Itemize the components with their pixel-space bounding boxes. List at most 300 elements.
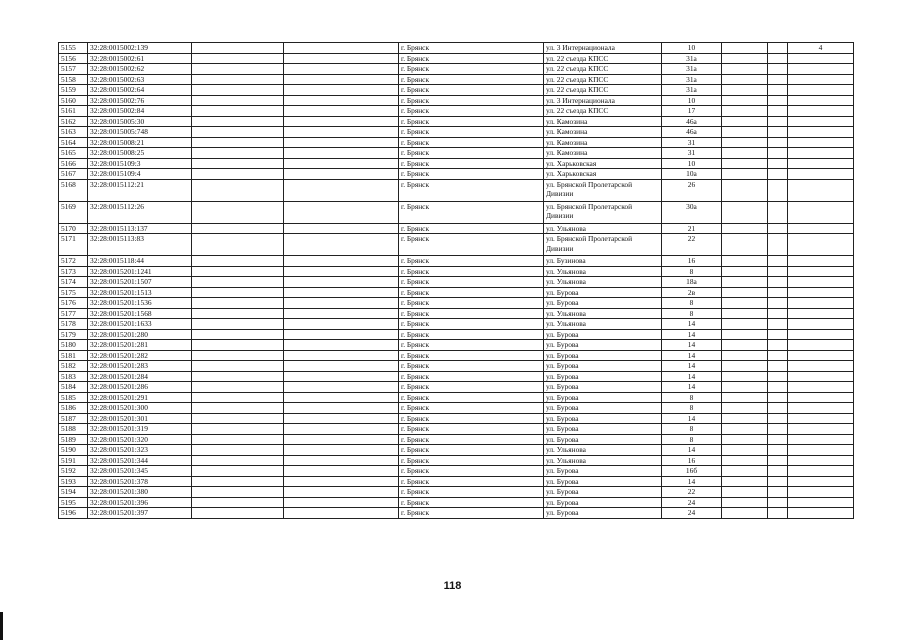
city-cell: г. Брянск xyxy=(399,169,544,180)
empty-cell xyxy=(768,403,788,414)
table-row xyxy=(59,179,854,201)
cadastral-number-cell: 32:28:0015201:1513 xyxy=(88,287,192,298)
street-cell: ул. Ульянова xyxy=(544,308,662,319)
empty-cell xyxy=(768,497,788,508)
house-number-cell: 14 xyxy=(662,382,722,393)
cadastral-number-cell: 32:28:0015201:396 xyxy=(88,497,192,508)
row-number-cell: 5160 xyxy=(59,95,88,106)
empty-cell xyxy=(768,371,788,382)
cadastral-number-cell: 32:28:0015008:21 xyxy=(88,137,192,148)
street-cell: ул. Камозина xyxy=(544,116,662,127)
empty-cell xyxy=(768,137,788,148)
row-number-cell: 5170 xyxy=(59,223,88,234)
scan-edge-mark xyxy=(0,612,3,640)
empty-cell xyxy=(768,74,788,85)
empty-cell xyxy=(768,382,788,393)
cadastral-number-cell: 32:28:0015113:83 xyxy=(88,234,192,256)
empty-cell xyxy=(192,256,284,267)
empty-cell xyxy=(284,127,399,138)
house-number-cell: 2в xyxy=(662,287,722,298)
cadastral-number-cell: 32:28:0015201:397 xyxy=(88,508,192,519)
empty-cell xyxy=(192,106,284,117)
empty-cell xyxy=(284,85,399,96)
empty-cell xyxy=(192,497,284,508)
extra-value-cell xyxy=(788,308,854,319)
table-row xyxy=(59,434,854,445)
empty-cell xyxy=(768,106,788,117)
empty-cell xyxy=(722,158,768,169)
house-number-cell: 46а xyxy=(662,127,722,138)
empty-cell xyxy=(192,148,284,159)
house-number-cell: 14 xyxy=(662,350,722,361)
empty-cell xyxy=(192,350,284,361)
extra-value-cell xyxy=(788,413,854,424)
street-cell: ул. Бурова xyxy=(544,371,662,382)
empty-cell xyxy=(284,256,399,267)
house-number-cell: 31 xyxy=(662,137,722,148)
cadastral-number-cell: 32:28:0015002:63 xyxy=(88,74,192,85)
table-row xyxy=(59,497,854,508)
extra-value-cell xyxy=(788,266,854,277)
city-cell: г. Брянск xyxy=(399,234,544,256)
empty-cell xyxy=(768,434,788,445)
empty-cell xyxy=(284,158,399,169)
city-cell: г. Брянск xyxy=(399,361,544,372)
table-row xyxy=(59,308,854,319)
empty-cell xyxy=(192,85,284,96)
street-cell: ул. Бурова xyxy=(544,434,662,445)
row-number-cell: 5161 xyxy=(59,106,88,117)
row-number-cell: 5175 xyxy=(59,287,88,298)
empty-cell xyxy=(722,137,768,148)
empty-cell xyxy=(192,508,284,519)
table-row xyxy=(59,116,854,127)
extra-value-cell xyxy=(788,476,854,487)
cadastral-number-cell: 32:28:0015002:61 xyxy=(88,53,192,64)
city-cell: г. Брянск xyxy=(399,371,544,382)
empty-cell xyxy=(192,169,284,180)
empty-cell xyxy=(284,53,399,64)
city-cell: г. Брянск xyxy=(399,445,544,456)
street-cell: ул. 22 съезда КПСС xyxy=(544,64,662,75)
table-row xyxy=(59,340,854,351)
house-number-cell: 16 xyxy=(662,455,722,466)
house-number-cell: 14 xyxy=(662,340,722,351)
extra-value-cell xyxy=(788,74,854,85)
house-number-cell: 18а xyxy=(662,277,722,288)
row-number-cell: 5181 xyxy=(59,350,88,361)
cadastral-number-cell: 32:28:0015002:76 xyxy=(88,95,192,106)
empty-cell xyxy=(722,329,768,340)
empty-cell xyxy=(284,169,399,180)
empty-cell xyxy=(722,497,768,508)
row-number-cell: 5193 xyxy=(59,476,88,487)
row-number-cell: 5195 xyxy=(59,497,88,508)
city-cell: г. Брянск xyxy=(399,64,544,75)
empty-cell xyxy=(192,137,284,148)
street-cell: ул. Харьковская xyxy=(544,169,662,180)
empty-cell xyxy=(192,95,284,106)
house-number-cell: 10 xyxy=(662,43,722,54)
empty-cell xyxy=(192,361,284,372)
street-cell: ул. 3 Интернационала xyxy=(544,95,662,106)
empty-cell xyxy=(722,53,768,64)
empty-cell xyxy=(768,329,788,340)
cadastral-number-cell: 32:28:0015002:139 xyxy=(88,43,192,54)
city-cell: г. Брянск xyxy=(399,277,544,288)
street-cell: ул. Бурова xyxy=(544,497,662,508)
empty-cell xyxy=(284,413,399,424)
row-number-cell: 5162 xyxy=(59,116,88,127)
empty-cell xyxy=(192,234,284,256)
street-cell: ул. Бурова xyxy=(544,298,662,309)
table-row xyxy=(59,424,854,435)
table-row xyxy=(59,361,854,372)
empty-cell xyxy=(722,371,768,382)
empty-cell xyxy=(768,508,788,519)
empty-cell xyxy=(768,319,788,330)
city-cell: г. Брянск xyxy=(399,340,544,351)
empty-cell xyxy=(284,392,399,403)
city-cell: г. Брянск xyxy=(399,106,544,117)
street-cell: ул. Ульянова xyxy=(544,266,662,277)
extra-value-cell xyxy=(788,508,854,519)
cadastral-number-cell: 32:28:0015201:283 xyxy=(88,361,192,372)
empty-cell xyxy=(284,508,399,519)
street-cell: ул. Бурова xyxy=(544,340,662,351)
cadastral-number-cell: 32:28:0015201:345 xyxy=(88,466,192,477)
house-number-cell: 31 xyxy=(662,148,722,159)
extra-value-cell xyxy=(788,371,854,382)
cadastral-number-cell: 32:28:0015201:286 xyxy=(88,382,192,393)
empty-cell xyxy=(284,434,399,445)
row-number-cell: 5166 xyxy=(59,158,88,169)
cadastral-number-cell: 32:28:0015201:280 xyxy=(88,329,192,340)
empty-cell xyxy=(768,234,788,256)
empty-cell xyxy=(768,53,788,64)
empty-cell xyxy=(284,277,399,288)
row-number-cell: 5192 xyxy=(59,466,88,477)
cadastral-number-cell: 32:28:0015005:30 xyxy=(88,116,192,127)
empty-cell xyxy=(722,179,768,201)
street-cell: ул. Камозина xyxy=(544,127,662,138)
empty-cell xyxy=(192,287,284,298)
table-row xyxy=(59,445,854,456)
city-cell: г. Брянск xyxy=(399,179,544,201)
empty-cell xyxy=(192,371,284,382)
empty-cell xyxy=(722,392,768,403)
table-row xyxy=(59,487,854,498)
row-number-cell: 5159 xyxy=(59,85,88,96)
house-number-cell: 22 xyxy=(662,234,722,256)
empty-cell xyxy=(192,392,284,403)
table-row xyxy=(59,234,854,256)
extra-value-cell xyxy=(788,445,854,456)
empty-cell xyxy=(192,53,284,64)
empty-cell xyxy=(722,43,768,54)
table-row xyxy=(59,106,854,117)
house-number-cell: 16б xyxy=(662,466,722,477)
empty-cell xyxy=(192,74,284,85)
empty-cell xyxy=(192,319,284,330)
row-number-cell: 5186 xyxy=(59,403,88,414)
cadastral-number-cell: 32:28:0015118:44 xyxy=(88,256,192,267)
empty-cell xyxy=(768,95,788,106)
table-row xyxy=(59,455,854,466)
city-cell: г. Брянск xyxy=(399,158,544,169)
extra-value-cell xyxy=(788,179,854,201)
empty-cell xyxy=(284,234,399,256)
cadastral-number-cell: 32:28:0015201:378 xyxy=(88,476,192,487)
extra-value-cell xyxy=(788,455,854,466)
table-row xyxy=(59,329,854,340)
street-cell: ул. Бурова xyxy=(544,413,662,424)
cadastral-number-cell: 32:28:0015109:3 xyxy=(88,158,192,169)
street-cell: ул. Ульянова xyxy=(544,455,662,466)
row-number-cell: 5167 xyxy=(59,169,88,180)
empty-cell xyxy=(768,350,788,361)
house-number-cell: 21 xyxy=(662,223,722,234)
empty-cell xyxy=(768,201,788,223)
empty-cell xyxy=(284,497,399,508)
street-cell: ул. Бурова xyxy=(544,350,662,361)
empty-cell xyxy=(722,223,768,234)
street-cell: ул. Бурова xyxy=(544,403,662,414)
table-row xyxy=(59,43,854,54)
house-number-cell: 24 xyxy=(662,508,722,519)
house-number-cell: 8 xyxy=(662,266,722,277)
house-number-cell: 22 xyxy=(662,487,722,498)
empty-cell xyxy=(768,392,788,403)
empty-cell xyxy=(722,413,768,424)
empty-cell xyxy=(284,223,399,234)
row-number-cell: 5187 xyxy=(59,413,88,424)
city-cell: г. Брянск xyxy=(399,266,544,277)
empty-cell xyxy=(192,201,284,223)
empty-cell xyxy=(284,455,399,466)
street-cell: ул. Брянской Пролетарской Дивизии xyxy=(544,201,662,223)
house-number-cell: 26 xyxy=(662,179,722,201)
empty-cell xyxy=(768,158,788,169)
table-row xyxy=(59,466,854,477)
table-row xyxy=(59,64,854,75)
extra-value-cell xyxy=(788,361,854,372)
cadastral-number-cell: 32:28:0015008:25 xyxy=(88,148,192,159)
empty-cell xyxy=(284,179,399,201)
empty-cell xyxy=(768,340,788,351)
cadastral-number-cell: 32:28:0015002:62 xyxy=(88,64,192,75)
row-number-cell: 5156 xyxy=(59,53,88,64)
city-cell: г. Брянск xyxy=(399,298,544,309)
extra-value-cell xyxy=(788,497,854,508)
city-cell: г. Брянск xyxy=(399,85,544,96)
empty-cell xyxy=(192,277,284,288)
house-number-cell: 17 xyxy=(662,106,722,117)
cadastral-number-cell: 32:28:0015201:282 xyxy=(88,350,192,361)
empty-cell xyxy=(192,266,284,277)
house-number-cell: 46а xyxy=(662,116,722,127)
empty-cell xyxy=(768,361,788,372)
table-row xyxy=(59,158,854,169)
table-row xyxy=(59,74,854,85)
house-number-cell: 8 xyxy=(662,308,722,319)
empty-cell xyxy=(284,350,399,361)
empty-cell xyxy=(192,64,284,75)
empty-cell xyxy=(722,487,768,498)
city-cell: г. Брянск xyxy=(399,148,544,159)
house-number-cell: 8 xyxy=(662,298,722,309)
row-number-cell: 5191 xyxy=(59,455,88,466)
empty-cell xyxy=(192,43,284,54)
extra-value-cell xyxy=(788,64,854,75)
empty-cell xyxy=(192,487,284,498)
empty-cell xyxy=(768,476,788,487)
cadastral-number-cell: 32:28:0015005:748 xyxy=(88,127,192,138)
empty-cell xyxy=(722,201,768,223)
empty-cell xyxy=(768,64,788,75)
table-row xyxy=(59,127,854,138)
house-number-cell: 14 xyxy=(662,476,722,487)
table-row xyxy=(59,319,854,330)
extra-value-cell xyxy=(788,106,854,117)
table-row xyxy=(59,392,854,403)
city-cell: г. Брянск xyxy=(399,455,544,466)
extra-value-cell xyxy=(788,487,854,498)
cadastral-number-cell: 32:28:0015201:281 xyxy=(88,340,192,351)
extra-value-cell xyxy=(788,169,854,180)
house-number-cell: 14 xyxy=(662,329,722,340)
city-cell: г. Брянск xyxy=(399,95,544,106)
extra-value-cell xyxy=(788,319,854,330)
row-number-cell: 5194 xyxy=(59,487,88,498)
row-number-cell: 5165 xyxy=(59,148,88,159)
empty-cell xyxy=(284,201,399,223)
extra-value-cell xyxy=(788,256,854,267)
empty-cell xyxy=(722,64,768,75)
empty-cell xyxy=(722,85,768,96)
empty-cell xyxy=(722,434,768,445)
empty-cell xyxy=(284,148,399,159)
cadastral-number-cell: 32:28:0015109:4 xyxy=(88,169,192,180)
empty-cell xyxy=(192,413,284,424)
city-cell: г. Брянск xyxy=(399,487,544,498)
empty-cell xyxy=(722,350,768,361)
table-row xyxy=(59,266,854,277)
empty-cell xyxy=(722,340,768,351)
empty-cell xyxy=(284,340,399,351)
empty-cell xyxy=(768,487,788,498)
empty-cell xyxy=(768,308,788,319)
empty-cell xyxy=(768,85,788,96)
street-cell: ул. Бурова xyxy=(544,361,662,372)
house-number-cell: 30а xyxy=(662,201,722,223)
city-cell: г. Брянск xyxy=(399,424,544,435)
street-cell: ул. Брянской Пролетарской Дивизии xyxy=(544,179,662,201)
house-number-cell: 14 xyxy=(662,371,722,382)
cadastral-number-cell: 32:28:0015201:323 xyxy=(88,445,192,456)
empty-cell xyxy=(768,127,788,138)
empty-cell xyxy=(768,445,788,456)
empty-cell xyxy=(768,413,788,424)
extra-value-cell xyxy=(788,148,854,159)
empty-cell xyxy=(722,298,768,309)
empty-cell xyxy=(192,223,284,234)
table-body xyxy=(59,43,854,519)
city-cell: г. Брянск xyxy=(399,319,544,330)
row-number-cell: 5163 xyxy=(59,127,88,138)
row-number-cell: 5157 xyxy=(59,64,88,75)
empty-cell xyxy=(284,308,399,319)
extra-value-cell xyxy=(788,340,854,351)
street-cell: ул. Бурова xyxy=(544,382,662,393)
empty-cell xyxy=(192,158,284,169)
row-number-cell: 5176 xyxy=(59,298,88,309)
city-cell: г. Брянск xyxy=(399,382,544,393)
cadastral-number-cell: 32:28:0015002:84 xyxy=(88,106,192,117)
empty-cell xyxy=(284,137,399,148)
empty-cell xyxy=(192,127,284,138)
row-number-cell: 5184 xyxy=(59,382,88,393)
page-number: 118 xyxy=(443,580,462,592)
empty-cell xyxy=(192,340,284,351)
empty-cell xyxy=(722,382,768,393)
cadastral-number-cell: 32:28:0015002:64 xyxy=(88,85,192,96)
city-cell: г. Брянск xyxy=(399,508,544,519)
house-number-cell: 14 xyxy=(662,319,722,330)
extra-value-cell xyxy=(788,137,854,148)
empty-cell xyxy=(722,319,768,330)
cadastral-number-cell: 32:28:0015201:319 xyxy=(88,424,192,435)
empty-cell xyxy=(284,445,399,456)
house-number-cell: 14 xyxy=(662,445,722,456)
empty-cell xyxy=(192,466,284,477)
city-cell: г. Брянск xyxy=(399,466,544,477)
empty-cell xyxy=(284,95,399,106)
row-number-cell: 5173 xyxy=(59,266,88,277)
city-cell: г. Брянск xyxy=(399,116,544,127)
row-number-cell: 5158 xyxy=(59,74,88,85)
empty-cell xyxy=(722,361,768,372)
empty-cell xyxy=(768,455,788,466)
city-cell: г. Брянск xyxy=(399,137,544,148)
cadastral-number-cell: 32:28:0015201:1536 xyxy=(88,298,192,309)
empty-cell xyxy=(192,455,284,466)
empty-cell xyxy=(284,116,399,127)
empty-cell xyxy=(192,179,284,201)
empty-cell xyxy=(722,287,768,298)
table-row xyxy=(59,148,854,159)
empty-cell xyxy=(768,256,788,267)
street-cell: ул. Брянской Пролетарской Дивизии xyxy=(544,234,662,256)
empty-cell xyxy=(192,329,284,340)
empty-cell xyxy=(768,466,788,477)
house-number-cell: 16 xyxy=(662,256,722,267)
extra-value-cell: 4 xyxy=(788,43,854,54)
empty-cell xyxy=(722,148,768,159)
empty-cell xyxy=(284,43,399,54)
empty-cell xyxy=(192,445,284,456)
table-row xyxy=(59,382,854,393)
empty-cell xyxy=(722,266,768,277)
cadastral-number-cell: 32:28:0015201:301 xyxy=(88,413,192,424)
empty-cell xyxy=(192,382,284,393)
empty-cell xyxy=(768,277,788,288)
row-number-cell: 5185 xyxy=(59,392,88,403)
house-number-cell: 31а xyxy=(662,53,722,64)
register-table xyxy=(58,42,854,519)
city-cell: г. Брянск xyxy=(399,74,544,85)
table-row xyxy=(59,201,854,223)
